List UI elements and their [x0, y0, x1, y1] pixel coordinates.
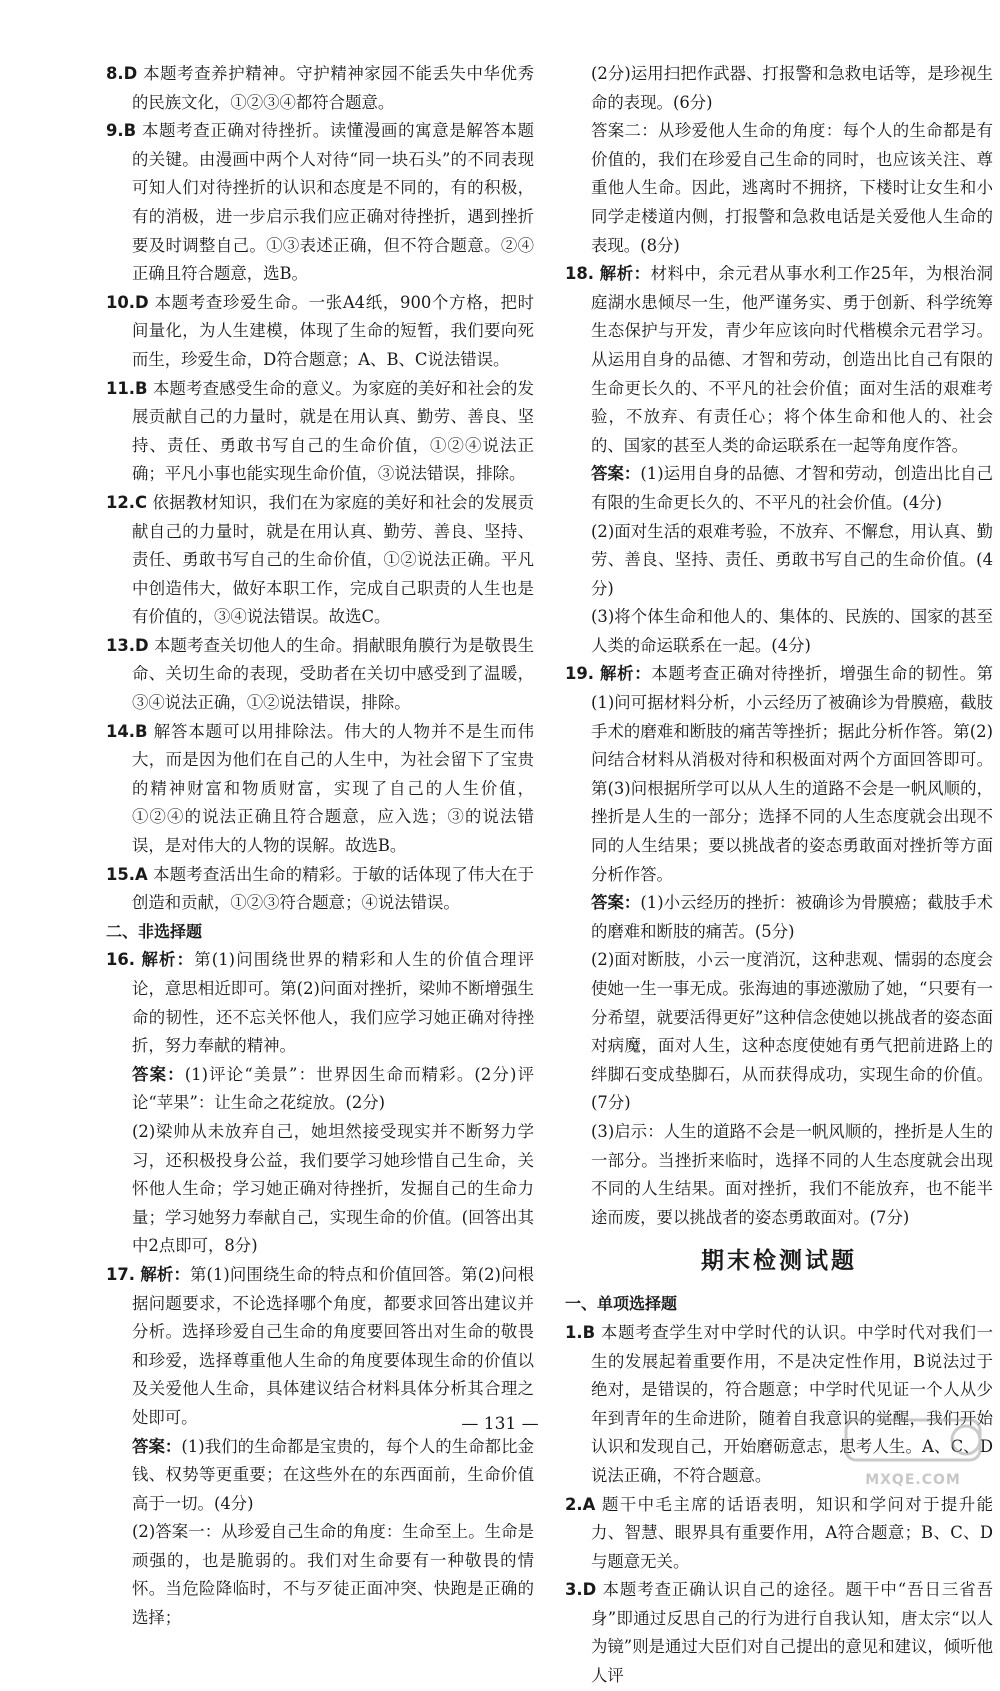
- chapter-title: 期末检测试题: [701, 1248, 857, 1275]
- answer-text: (2)答案一：从珍爱自己生命的角度：生命至上。生命是顽强的，也是脆弱的。我们对生命要有一种敬畏的情怀。当危险降临时，不与歹徒正面冲突、快跑是正确的选择；: [132, 1522, 534, 1628]
- question-number: 18.: [565, 264, 595, 284]
- answer-text: 第(1)问围绕世界的精彩和人生的价值合理评论，意思相近即可。第(2)问面对挫折，梁帅不断增强生命的韧性，还不忘关怀他人，我们应学习她正确对待挫折，努力奉献的精神。: [132, 950, 534, 1056]
- answer-item: [106, 1261, 534, 1433]
- answer-text: 本题考查珍爱生命。一张A4纸，900个方格，把时间量化，为人生建模，体现了生命的短暂，我们要向死而生，珍爱生命，D符合题意；A、B、C说法错误。: [132, 292, 534, 369]
- answer-text: 题干中毛主席的话语表明，知识和学问对于提升能力、智慧、眼界具有重要作用，A符合题意；B、C、D与题意无关。: [591, 1494, 994, 1571]
- answer-text: 本题考查正确对待挫折，增强生命的韧性。第(1)问可据材料分析，小云经历了被确诊为骨膜癌，截肢手术的磨难和断肢的痛苦等挫折；据此分析作答。第(2)问结合材料从消极对待和积极面对两个方面回答即可。第(3)问根据所学可以从人生的道路不会是一帆风顺的，挫折是人生的一部分；选择不同的人生态度就会出现不同的人生结果；要以挑战者的姿态勇敢面对挫折等方面分析作答。: [591, 664, 994, 884]
- answer-text: (1)评论“美景”：世界因生命而精彩。(2分)评论“苹果”：让生命之花绽放。(2分): [132, 1064, 534, 1113]
- answer-text: (3)启示：人生的道路不会是一帆风顺的，挫折是人生的一部分。当挫折来临时，选择不同的人生态度就会出现不同的人生结果。面对挫折，我们不能放弃，也不能半途而废，要以挑战者的姿态勇敢面对。(7分): [591, 1121, 993, 1227]
- answer-paragraph: [106, 1518, 534, 1632]
- answer-text: 本题考查感受生命的意义。为家庭的美好和社会的发展贡献自己的力量时，就是在用认真、勤劳、善良、坚持、责任、勇敢书写自己的生命价值，①②④说法正确；平凡小事也能实现生命价值，③说法错误，排除。: [132, 378, 535, 484]
- answer-paragraph: [565, 60, 993, 117]
- answer-keyword: 解析：: [140, 1264, 190, 1284]
- question-number: 11.B: [106, 378, 148, 398]
- answer-item: [565, 1576, 993, 1690]
- answer-paragraph: [565, 1118, 993, 1232]
- answer-paragraph: [106, 1061, 534, 1118]
- answer-paragraph: [565, 946, 993, 1118]
- question-number: 9.B: [106, 121, 137, 141]
- answer-text: 本题考查学生对中学时代的认识。中学时代对我们一生的发展起着重要作用，不是决定性作用，B说法过于绝对，是错误的，符合题意；中学时代见证一个人从少年到青年的生命进阶，随着自我意识的觉醒，我们开始认识和发现自己，开始磨砺意志，思考人生。A、C、D说法正确，不符合题意。: [591, 1322, 994, 1485]
- answer-paragraph: [565, 518, 993, 604]
- section-heading: 二、非选择题: [106, 921, 203, 941]
- answer-text: 答案二：从珍爱他人生命的角度：每个人的生命都是有价值的，我们在珍爱自己生命的同时，也应该关注、尊重他人生命。因此，逃离时不拥挤，下楼时让女生和小同学走楼道内侧，打报警和急救电话是关爱他人生命的表现。(8分): [591, 121, 993, 255]
- answer-text: (2)面对断肢，小云一度消沉，这种悲观、懦弱的态度会使她一生一事无成。张海迪的事迹激励了她，“只要有一分希望，就要活得更好”这种信念使她以挑战者的姿态面对病魔，面对人生，这种态度使她有勇气把前进路上的绊脚石变成垫脚石，从而获得成功，实现生命的价值。(7分): [591, 950, 993, 1113]
- answer-item: [106, 375, 534, 489]
- answer-item: [565, 260, 993, 460]
- question-number: 13.D: [106, 635, 149, 655]
- answer-text: (1)我们的生命都是宝贵的，每个人的生命都比金钱、权势等更重要；在这些外在的东西面前，生命价值高于一切。(4分): [132, 1436, 534, 1513]
- answer-text: 本题考查正确对待挫折。读懂漫画的寓意是解答本题的关键。由漫画中两个人对待“同一块石头”的不同表现可知人们对待挫折的认识和态度是不同的，有的积极，有的消极，进一步启示我们应正确对待挫折，遇到挫折要及时调整自己。①③表述正确，但不符合题意。②④正确且符合题意，选B。: [132, 121, 535, 284]
- section-heading: 一、单项选择题: [565, 1294, 678, 1314]
- question-number: 1.B: [565, 1322, 596, 1342]
- answer-keyword: 解析：: [600, 664, 652, 684]
- answer-item: [106, 117, 534, 289]
- answer-item: [106, 718, 534, 861]
- watermark-circle-icon: [952, 1426, 980, 1454]
- answer-item: [106, 861, 534, 918]
- answer-text: 解答本题可以用排除法。伟大的人物并不是生而伟大，而是因为他们在自己的人生中，为社会留下了宝贵的精神财富和物质财富，实现了自己的人生价值，①②④的说法正确且符合题意，应入选；③的说法错误，是对伟大的人物的误解。故选B。: [132, 721, 534, 856]
- answer-text: (1)小云经历的挫折：被确诊为骨膜癌；截肢手术的磨难和断肢的痛苦。(5分): [591, 893, 993, 941]
- question-number: 17.: [106, 1264, 136, 1284]
- answer-item: [106, 946, 534, 1060]
- answer-text: 本题考查活出生命的精彩。于敏的话体现了伟大在于创造和贡献，①②③符合题意；④说法错误。: [132, 864, 534, 913]
- watermark-logo: [838, 1412, 988, 1492]
- answer-item: [106, 632, 534, 718]
- answer-text: (1)运用自身的品德、才智和劳动，创造出比自己有限的生命更长久的、不平凡的社会价值。(4分): [591, 464, 993, 512]
- answer-paragraph: [565, 603, 993, 660]
- question-number: 14.B: [106, 721, 148, 741]
- question-number: 3.D: [565, 1580, 597, 1600]
- question-number: 2.A: [565, 1494, 596, 1514]
- answer-text: 第(1)问围绕生命的特点和价值回答。第(2)问根据问题要求，不论选择哪个角度，都要求回答出建议并分析。选择珍爱自己生命的角度要回答出对生命的敬畏和珍爱，选择尊重他人生命的角度要体现生命的价值以及关爱他人生命，具体建议结合材料具体分析其合理之处即可。: [132, 1264, 535, 1427]
- answer-paragraph: [565, 117, 993, 260]
- question-number: 8.D: [106, 64, 138, 83]
- answer-text: 本题考查关切他人的生命。捐献眼角膜行为是敬畏生命、关切生命的表现，受助者在关切中感受到了温暖，③④说法正确，①②说法错误，排除。: [132, 635, 535, 713]
- answer-paragraph: [565, 889, 993, 946]
- page-number: — 131 —: [461, 1414, 539, 1434]
- answer-item: [565, 660, 993, 889]
- watermark-text: MXQE.COM: [865, 1472, 961, 1488]
- answer-paragraph: [565, 460, 993, 517]
- answer-keyword: 答案：: [132, 1064, 185, 1084]
- question-number: 10.D: [106, 292, 149, 312]
- answer-text: (2)面对生活的艰难考验，不放弃、不懈怠，用认真、勤劳、善良、坚持、责任、勇敢书写自己的生命价值。(4分): [591, 521, 993, 598]
- left-column: [106, 60, 534, 1633]
- question-number: 15.A: [106, 864, 148, 884]
- answer-text: 本题考查正确认识自己的途径。题干中“吾日三省吾身”即通过反思自己的行为进行自我认知，唐太宗“以人为镜”则是通过大臣们对自己提出的意见和建议，倾听他人评: [591, 1580, 993, 1686]
- answer-text: 本题考查养护精神。守护精神家园不能丢失中华优秀的民族文化，①②③④都符合题意。: [132, 64, 534, 112]
- answer-keyword: 答案：: [591, 893, 641, 913]
- answer-text: 材料中，余元君从事水利工作25年，为根治洞庭湖水患倾尽一生，他严谨务实、勇于创新、科学统筹生态保护与开发，青少年应该向时代楷模余元君学习。从运用自身的品德、才智和劳动，创造出比自己有限的生命更长久的、不平凡的社会价值；面对生活的艰难考验，不放弃、有责任心；将个体生命和他人的、社会的、国家的甚至人类的命运联系在一起等角度作答。: [591, 264, 994, 455]
- answer-paragraph: [106, 1433, 534, 1519]
- answer-keyword: 答案：: [591, 464, 641, 484]
- question-number: 19.: [565, 664, 595, 684]
- question-number: 12.C: [106, 492, 148, 512]
- answer-item: [106, 60, 534, 117]
- answer-item: [565, 1491, 993, 1577]
- answer-paragraph: [106, 1118, 534, 1261]
- answer-text: (2)梁帅从未放弃自己，她坦然接受现实并不断努力学习，还积极投身公益，我们要学习她珍惜自己生命，关怀他人生命；学习她正确对待挫折，发掘自己的生命力量；学习她努力奉献自己，实现生命的价值。(回答出其中2点即可，8分): [132, 1121, 534, 1256]
- answer-item: [106, 489, 534, 632]
- question-number: 16.: [106, 950, 136, 970]
- answer-keyword: 解析：: [141, 950, 195, 970]
- answer-text: (3)将个体生命和他人的、集体的、民族的、国家的甚至人类的命运联系在一起。(4分): [591, 607, 993, 655]
- answer-item: [106, 289, 534, 375]
- answer-keyword: 答案：: [132, 1436, 182, 1456]
- answer-text: (2分)运用扫把作武器、打报警和急救电话等，是珍视生命的表现。(6分): [591, 64, 993, 112]
- answer-keyword: 解析：: [599, 264, 651, 284]
- answer-text: 依据教材知识，我们在为家庭的美好和社会的发展贡献自己的力量时，就是在用认真、勤劳、善良、坚持、责任、勇敢书写自己的生命价值，①②说法正确。平凡中创造伟大，做好本职工作，完成自己职责的人生也是有价值的，③④说法错误。故选C。: [132, 492, 534, 627]
